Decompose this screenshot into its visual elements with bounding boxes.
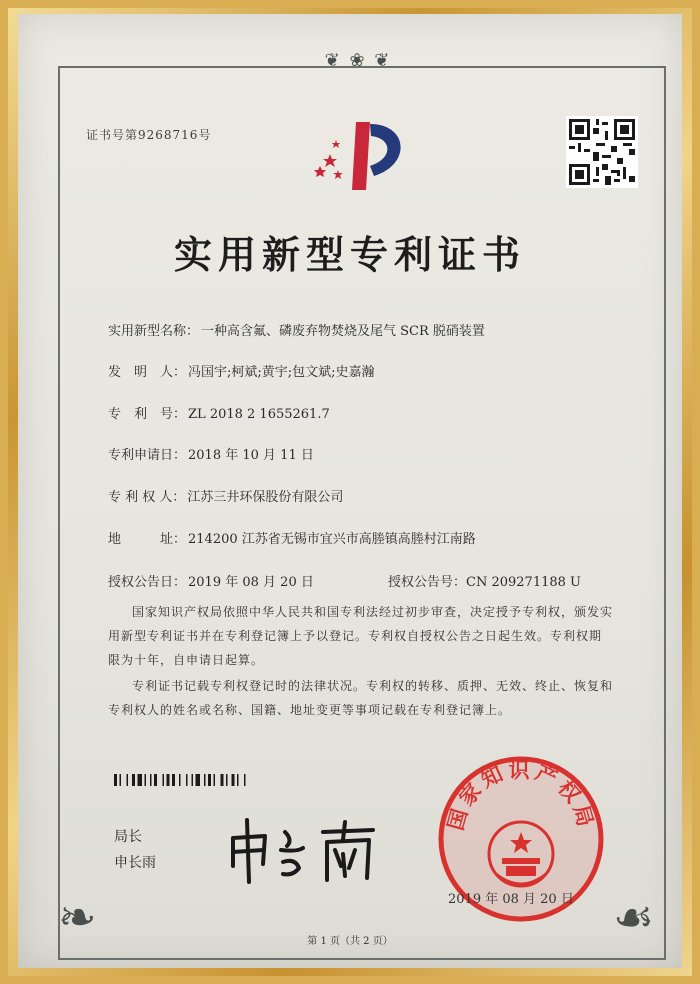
- field-label: 授权公告日：: [108, 575, 187, 590]
- cnipa-logo-icon: [308, 114, 418, 200]
- barcode-icon: [114, 774, 284, 786]
- field-label: 授权公告号：: [388, 575, 467, 590]
- field-label: 专利申请日：: [108, 448, 187, 463]
- bottom-left-ornament-icon: ❧: [58, 890, 97, 944]
- field-label: 实用新型名称：: [108, 324, 200, 339]
- field-value: CN 209271188 U: [466, 575, 581, 590]
- field-patent-number: [108, 403, 330, 422]
- field-value: 一种高含氟、磷废弃物焚烧及尾气 SCR 脱硝装置: [201, 324, 485, 339]
- certificate-paper: [18, 14, 682, 968]
- field-value: ZL 2018 2 1655261.7: [188, 407, 330, 422]
- signatory-name: 申长雨: [114, 855, 156, 871]
- field-value: 2019 年 08 月 20 日: [188, 575, 314, 590]
- field-patentee: [108, 486, 343, 505]
- field-value: 江苏三井环保股份有限公司: [187, 490, 344, 505]
- bottom-right-ornament-icon: ☙: [613, 890, 655, 944]
- handwritten-signature: [223, 810, 383, 890]
- field-grant-date: [108, 571, 314, 590]
- field-inventors: [108, 361, 375, 380]
- field-value: 214200 江苏省无锡市宜兴市高塍镇高塍村江南路: [188, 532, 476, 547]
- field-label: 地 址：: [108, 532, 187, 547]
- field-address: [108, 528, 476, 547]
- page-number: 第 1 页（共 2 页）: [307, 936, 393, 947]
- grant-statement-paragraph: 国家知识产权局依照中华人民共和国专利法经过初步审查，决定授予专利权，颁发实用新型专利证书并在专利登记簿上予以登记。专利权自授权公告之日起生效。专利权期限为十年，自申请日起算。: [108, 605, 614, 667]
- svg-text:国家知识产权局: 国家知识产权局: [442, 757, 600, 833]
- field-label: 专 利 号：: [108, 407, 187, 422]
- field-announcement-number: [388, 571, 581, 590]
- certificate-number: 证书号第9268716号: [86, 128, 212, 142]
- field-value: 冯国宇;柯斌;黄宇;包文斌;史嘉瀚: [188, 365, 375, 380]
- certificate-title: 实用新型专利证书: [173, 232, 526, 277]
- field-application-date: [108, 444, 314, 463]
- top-ornament-icon: ❦ ❀ ❦: [324, 50, 392, 71]
- field-utility-model-name: [108, 320, 485, 339]
- field-value: 2018 年 10 月 11 日: [188, 448, 314, 463]
- qr-code-icon: [566, 116, 638, 188]
- field-label: 发 明 人：: [108, 365, 187, 380]
- issue-date: 2019 年 08 月 20 日: [448, 892, 574, 907]
- legal-status-paragraph: 专利证书记载专利权登记时的法律状况。专利权的转移、质押、无效、终止、恢复和专利权人的姓名或名称、国籍、地址变更等事项记载在专利登记簿上。: [108, 679, 614, 717]
- signatory-role: 局长: [114, 829, 142, 845]
- field-label: 专 利 权 人：: [108, 490, 186, 505]
